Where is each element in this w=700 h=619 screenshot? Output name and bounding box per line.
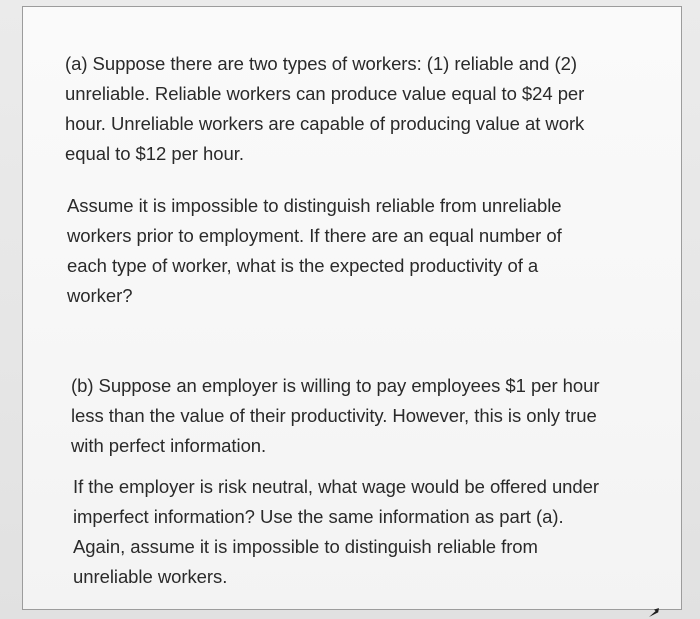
text-line: equal to $12 per hour. xyxy=(65,143,244,164)
mouse-pointer-icon xyxy=(648,606,660,618)
text-line: Again, assume it is impossible to distinguish reliable from xyxy=(73,536,538,557)
question-b-paragraph-1 xyxy=(71,371,600,461)
text-line: Assume it is impossible to distinguish reliable from unreliable xyxy=(67,195,562,216)
text-line: unreliable. Reliable workers can produce value equal to $24 per xyxy=(65,83,585,104)
text-line: worker? xyxy=(67,285,133,306)
text-line: imperfect information? Use the same information as part (a). xyxy=(73,506,564,527)
text-line: each type of worker, what is the expected productivity of a xyxy=(67,255,539,276)
text-line: (a) Suppose there are two types of workers: (1) reliable and (2) xyxy=(65,53,577,74)
question-card xyxy=(22,6,682,610)
question-a-paragraph-1 xyxy=(65,49,584,169)
text-line: (b) Suppose an employer is willing to pay employees $1 per hour xyxy=(71,375,600,396)
text-line: less than the value of their productivity. However, this is only true xyxy=(71,405,597,426)
question-a-paragraph-2 xyxy=(67,191,562,311)
text-line: hour. Unreliable workers are capable of producing value at work xyxy=(65,113,585,134)
question-b-paragraph-2 xyxy=(73,472,599,592)
text-line: workers prior to employment. If there are an equal number of xyxy=(67,225,562,246)
text-line: If the employer is risk neutral, what wage would be offered under xyxy=(73,476,600,497)
text-line: unreliable workers. xyxy=(73,566,228,587)
text-line: with perfect information. xyxy=(71,435,267,456)
